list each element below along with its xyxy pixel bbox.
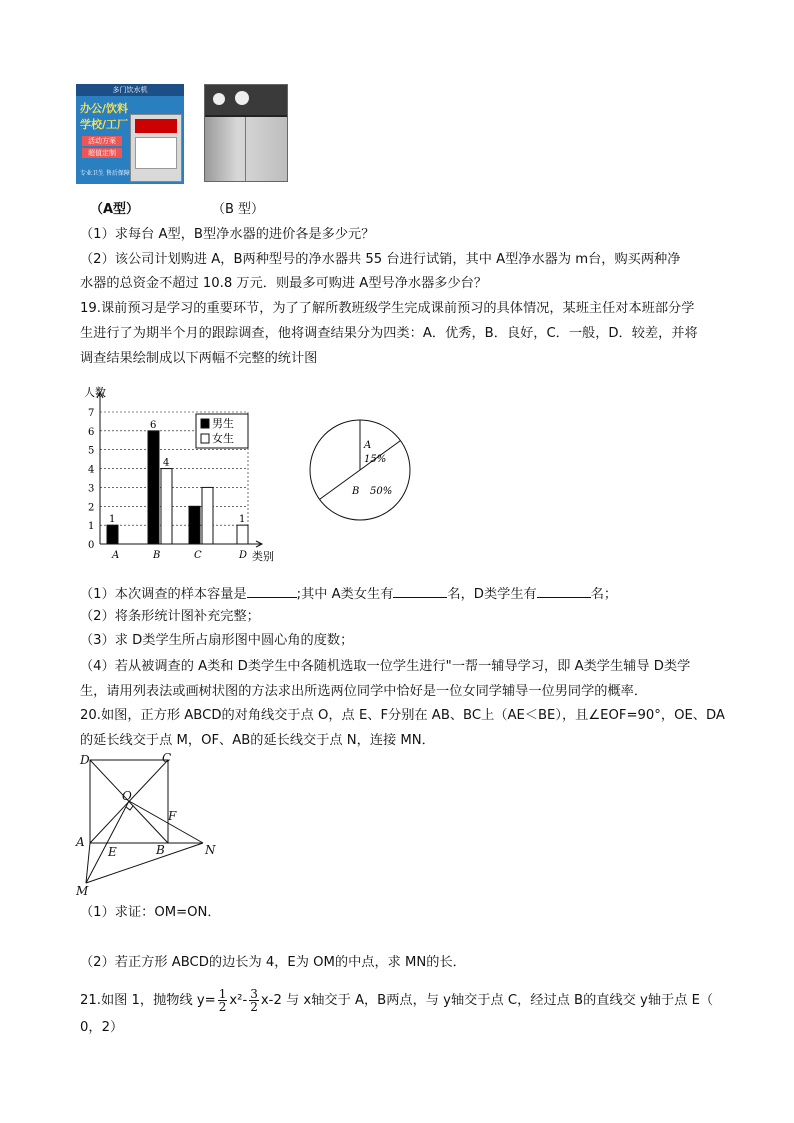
- point-label-o: O: [122, 789, 132, 803]
- q21-text-mid: x²-: [229, 993, 248, 1008]
- square-geometry-figure: [70, 750, 230, 900]
- y-tick-label: 5: [88, 445, 95, 457]
- answer-blank-a-girls[interactable]: [393, 583, 447, 598]
- q21-text-pre: 21.如图 1，抛物线 y=: [80, 993, 216, 1008]
- photo-btn-2: 超值定制: [82, 148, 122, 158]
- legend-swatch: [201, 434, 209, 443]
- y-tick-label: 7: [88, 408, 95, 419]
- point-label-c: C: [162, 751, 172, 765]
- q19-part4-line1: （4）若从被调查的 A类和 D类学生中各随机选取一位学生进行"一帮一辅导学习，即 A类学生辅导 D类学: [80, 659, 691, 674]
- q19-line3: 调查结果绘制成以下两幅不完整的统计图: [80, 351, 318, 366]
- pie-value-A: 15%: [364, 454, 387, 465]
- q21-text-post: x-2 与 x轴交于 A，B两点，与 y轴交于点 C，经过点 B的直线交 y轴于点 E（: [260, 993, 714, 1008]
- pie-value-B: 50%: [370, 486, 393, 497]
- x-tick-label: B: [153, 550, 161, 561]
- pie-label-A: A: [364, 440, 372, 451]
- bar-chart: [78, 382, 288, 562]
- label-a-type: （A型）: [90, 202, 140, 217]
- photo-text-1: 办公/饮料: [80, 102, 129, 115]
- q20-part2: （2）若正方形 ABCD的边长为 4，E为 OM的中点，求 MN的长．: [80, 955, 466, 970]
- bar-B-1: [161, 469, 172, 544]
- y-tick-label: 0: [88, 540, 95, 551]
- gauge-icon: [235, 91, 249, 105]
- y-tick-label: 4: [88, 464, 95, 476]
- q19-part2: （2）将条形统计图补充完整；: [80, 609, 260, 624]
- q20-line2: 的延长线交于点 M，OF、AB的延长线交于点 N，连接 MN．: [80, 733, 435, 748]
- y-tick-label: 6: [88, 426, 95, 438]
- q20-part1: （1）求证：OM=ON．: [80, 905, 221, 920]
- y-tick-label: 3: [88, 483, 95, 495]
- y-axis-title: 人数: [84, 386, 106, 399]
- bar-B-0: [148, 431, 159, 544]
- bar-D-1: [237, 525, 248, 544]
- q21-line1: [80, 986, 720, 1016]
- point-label-d: D: [80, 753, 90, 767]
- q19-p1-text-a: （1）本次调查的样本容量是: [80, 587, 247, 602]
- q21-line2: 0，2）: [80, 1020, 124, 1035]
- q19-p1-text-d: 名；: [590, 587, 618, 602]
- q18-part2-line2: 水器的总资金不超过 10.8 万元．则最多可购进 A型号净水器多少台？: [80, 276, 488, 291]
- right-angle-mark: [126, 806, 133, 810]
- bar-value-label: 1: [109, 514, 116, 526]
- point-label-b: B: [156, 843, 165, 857]
- photo-machine: [130, 114, 182, 182]
- point-label-a: A: [76, 835, 85, 849]
- pie-chart: [308, 418, 412, 522]
- x-axis-title: 类别: [252, 550, 274, 562]
- y-tick-label: 2: [88, 502, 95, 514]
- point-label-m: M: [76, 884, 89, 898]
- label-b-type: （B 型）: [212, 202, 265, 217]
- x-tick-label: A: [112, 550, 120, 561]
- legend-label: 女生: [212, 432, 234, 445]
- legend-label: 男生: [212, 417, 234, 430]
- pie-label-B: B: [352, 486, 360, 497]
- q19-part4-line2: 生，请用列表法或画树状图的方法求出所选两位同学中恰好是一位女同学辅导一位男同学的概率．: [80, 684, 648, 699]
- fraction-half: $\frac{1}{2}$: [218, 986, 227, 1014]
- product-photo-b: [204, 84, 288, 182]
- answer-blank-sample-size[interactable]: [247, 583, 297, 598]
- q18-part2-line1: （2）该公司计划购进 A，B两种型号的净水器共 55 台进行试销，其中 A型净水器为 m台，购买两种净: [80, 252, 681, 267]
- product-photo-a: [76, 84, 184, 184]
- x-tick-label: D: [239, 550, 248, 561]
- legend-swatch: [201, 419, 209, 428]
- bar-C-1: [202, 487, 213, 544]
- answer-blank-d-students[interactable]: [537, 583, 591, 598]
- q19-line1: 19.课前预习是学习的重要环节，为了了解所教班级学生完成课前预习的具体情况，某班主任对本班部分学: [80, 301, 695, 316]
- x-tick-label: C: [194, 550, 202, 561]
- bar-value-label: 6: [150, 419, 157, 431]
- photo-text-2: 学校/工厂: [80, 118, 129, 131]
- q19-part1: [80, 583, 720, 604]
- q19-p1-text-b: ;其中 A类女生有: [296, 587, 394, 602]
- bar-value-label: 1: [239, 514, 246, 526]
- bar-A-0: [107, 525, 118, 544]
- q18-part1: （1）求每台 A型，B型净水器的进价各是多少元？: [80, 227, 375, 242]
- q20-line1: 20.如图，正方形 ABCD的对角线交于点 O，点 E、F分别在 AB、BC上（AE＜BE），且∠EOF=90°，OE、DA: [80, 708, 725, 723]
- line-on: [129, 801, 203, 843]
- photo-footer: 专业卫生 售后保障: [80, 170, 130, 177]
- fraction-three-halves: $\frac{3}{2}$: [250, 986, 258, 1014]
- point-label-e: E: [108, 845, 117, 859]
- y-tick-label: 1: [88, 521, 95, 533]
- bar-C-0: [189, 506, 200, 544]
- q19-p1-text-c: 名，D类学生有: [447, 587, 537, 602]
- gauge-icon: [213, 93, 225, 105]
- q19-line2: 生进行了为期半个月的跟踪调查，他将调查结果分为四类：A．优秀，B．良好，C．一般，D．较差，并将: [80, 326, 698, 341]
- point-label-f: F: [168, 809, 177, 823]
- point-label-n: N: [205, 843, 216, 857]
- photo-btn-1: 活动方案: [82, 136, 122, 146]
- q19-part3: （3）求 D类学生所占扇形图中圆心角的度数；: [80, 633, 354, 648]
- bar-value-label: 4: [163, 457, 170, 469]
- photo-banner: 多门饮水机: [76, 84, 184, 96]
